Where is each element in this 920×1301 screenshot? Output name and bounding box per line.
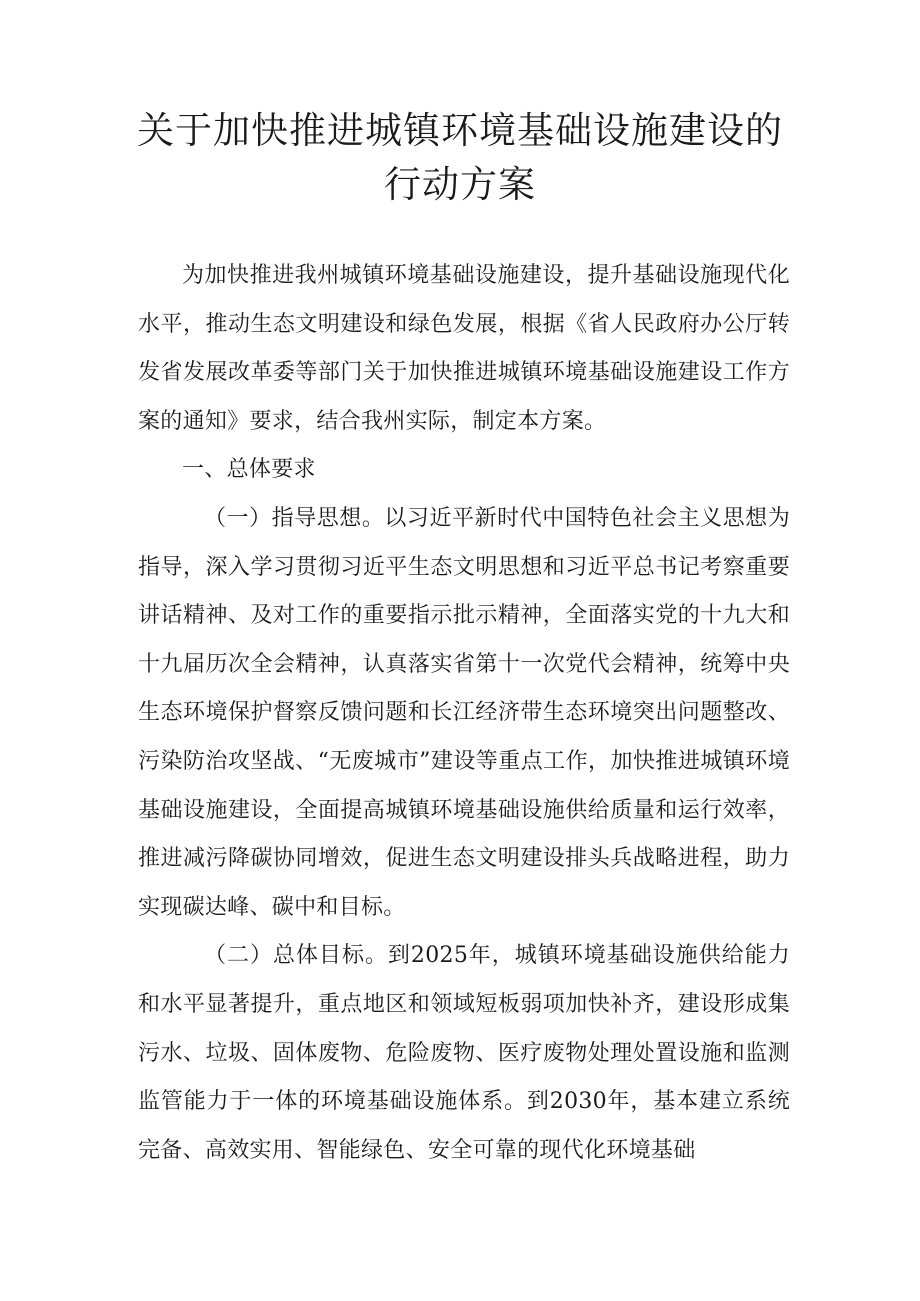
document-body: [138, 252, 790, 1175]
overall-goals-paragraph: （二）总体目标。到2025年，城镇环境基础设施供给能力和水平显著提升，重点地区和领域短板弱项加快补齐，建设形成集污水、垃圾、固体废物、危险废物、医疗废物处理处置设施和监测监管能力于一体的环境基础设施体系。到2030年，基本建立系统完备、高效实用、智能绿色、安全可靠的现代化环境基础: [138, 943, 790, 1163]
guiding-ideology-paragraph: （一）指导思想。以习近平新时代中国特色社会主义思想为指导，深入学习贯彻习近平生态文明思想和习近平总书记考察重要讲话精神、及对工作的重要指示批示精神，全面落实党的十九大和十九届历次全会精神，认真落实省第十一次党代会精神，统筹中央生态环境保护督察反馈问题和长江经济带生态环境突出问题整改、污染防治攻坚战、“无废城市”建设等重点工作，加快推进城镇环境基础设施建设，全面提高城镇环境基础设施供给质量和运行效率，推进减污降碳协同增效，促进生态文明建设排头兵战略进程，助力实现碳达峰、碳中和目标。: [138, 505, 790, 920]
document-title: 关于加快推进城镇环境基础设施建设的行动方案: [137, 109, 783, 206]
intro-paragraph: 为加快推进我州城镇环境基础设施建设，提升基础设施现代化水平，推动生态文明建设和绿色发展，根据《省人民政府办公厅转发省发展改革委等部门关于加快推进城镇环境基础设施建设工作方案的通知》要求，结合我州实际，制定本方案。: [138, 263, 790, 434]
section-heading-general-requirements: 一、总体要求: [182, 457, 316, 483]
